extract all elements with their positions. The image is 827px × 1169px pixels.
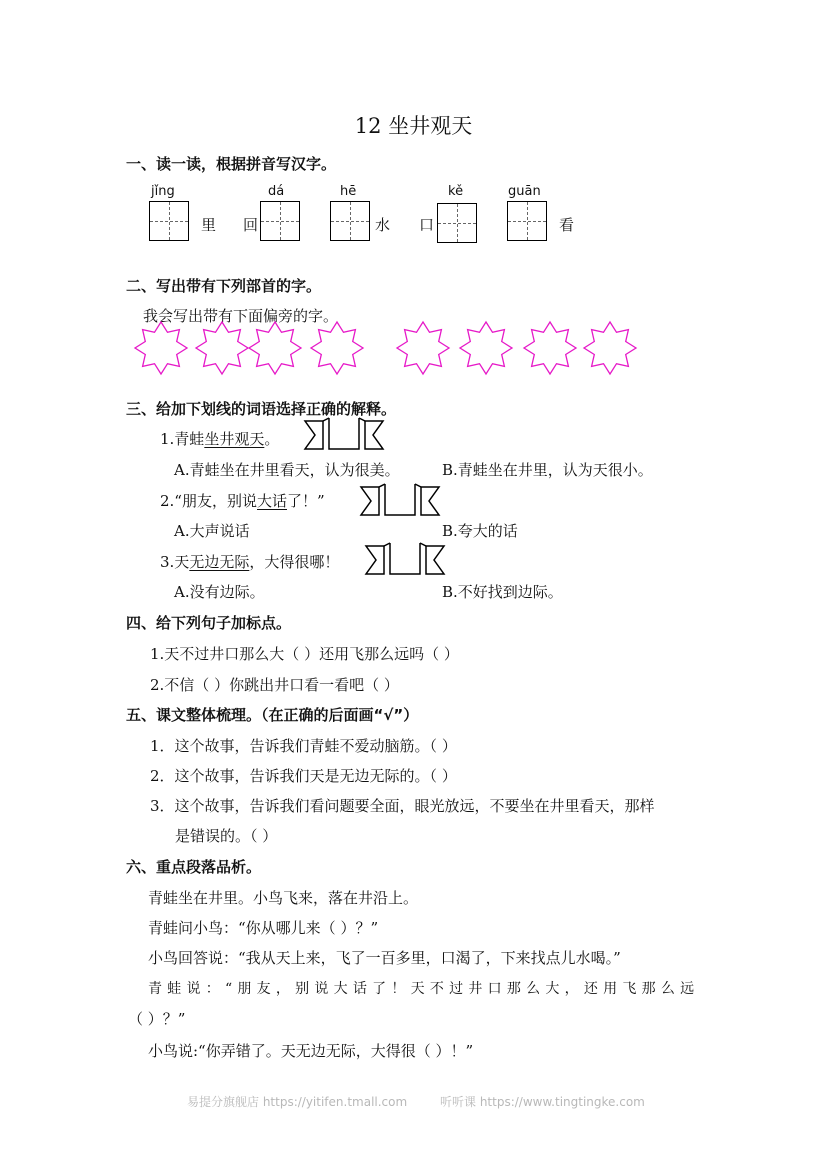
section5-item-1: 1．这个故事，告诉我们青蛙不爱动脑筋。（ ） [150, 737, 457, 755]
q3-prefix: 3.天 [160, 553, 190, 571]
char-after-5: 看 [559, 216, 575, 234]
section6-heading: 六、重点段落品析。 [126, 858, 262, 876]
q2-option-a: A.大声说话 [174, 522, 250, 540]
section4-sentence-1: 1.天不过井口那么大（ ）还用飞那么远吗（ ） [150, 645, 459, 663]
q1-option-a: A.青蛙坐在井里看天，认为很美。 [174, 461, 400, 479]
radical-star-5[interactable] [397, 322, 449, 374]
pinyin-3: hē [340, 184, 357, 199]
radical-star-3[interactable] [249, 322, 301, 374]
passage-line-2: 青蛙问小鸟：“你从哪儿来（ ）？” [148, 919, 379, 937]
answer-banner-2[interactable] [361, 484, 439, 518]
q2-option-b: B.夸大的话 [442, 522, 518, 540]
writing-box-4[interactable] [437, 203, 477, 243]
page-title: 12 坐井观天 [354, 114, 473, 138]
radical-stars [0, 322, 827, 382]
writing-box-2[interactable] [260, 201, 300, 241]
q1-underlined: 坐井观天 [204, 430, 265, 448]
section5-item-3b: 是错误的。（ ） [175, 827, 278, 845]
section1-heading: 一、读一读，根据拼音写汉字。 [126, 155, 337, 173]
radical-star-1[interactable] [135, 322, 187, 374]
pinyin-5: guān [508, 184, 541, 199]
q3-suffix: ，大得很哪！ [249, 553, 340, 571]
pinyin-2: dá [268, 184, 285, 199]
radical-star-7[interactable] [524, 322, 576, 374]
char-after-1: 里 [201, 216, 217, 234]
q3-stem [160, 551, 339, 572]
radical-star-2[interactable] [196, 322, 248, 374]
q3-option-a: A.没有边际。 [174, 583, 265, 601]
q3-underlined: 无边无际 [189, 553, 250, 571]
section4-sentence-2: 2.不信（ ）你跳出井口看一看吧（ ） [150, 676, 399, 694]
q2-stem [160, 490, 325, 511]
section5-item-3a: 3．这个故事，告诉我们看问题要全面，眼光放远，不要坐在井里看天，那样 [150, 797, 655, 815]
passage-line-3: 小鸟回答说：“我从天上来，飞了一百多里，口渴了，下来找点儿水喝。” [148, 949, 621, 967]
q2-underlined: 大话 [256, 492, 287, 510]
q2-prefix: 2.“朋友，别说 [160, 492, 257, 510]
passage-line-4b: （ ）？” [128, 1010, 186, 1028]
q1-option-b: B.青蛙坐在井里，认为天很小。 [442, 461, 653, 479]
q1-prefix: 1.青蛙 [160, 430, 205, 448]
q1-stem [160, 428, 279, 449]
pinyin-1: jǐng [151, 184, 175, 199]
footer-right: 听听课 https://www.tingtingke.com [440, 1095, 645, 1109]
writing-box-3[interactable] [330, 201, 370, 241]
radical-star-6[interactable] [460, 322, 512, 374]
writing-box-5[interactable] [507, 201, 547, 241]
char-before-4: 口 [419, 216, 435, 234]
q2-suffix: 了！” [287, 492, 325, 510]
char-before-2: 回 [243, 216, 259, 234]
answer-banner-3[interactable] [366, 543, 444, 577]
char-after-3: 水 [375, 216, 391, 234]
passage-line-4a: 青 蛙 说 ： “ 朋 友 ， 别 说 大 话 了 ！ 天 不 过 井 口 那 么 大 ， 还 用 飞 那 么 远 [148, 981, 695, 997]
q3-option-b: B.不好找到边际。 [442, 583, 563, 601]
section3-heading: 三、给加下划线的词语选择正确的解释。 [126, 400, 397, 418]
answer-banner-1[interactable] [305, 418, 383, 452]
section2-instruction: 我会写出带有下面偏旁的字。 [143, 307, 339, 325]
section5-heading: 五、课文整体梳理。（在正确的后面画“√”） [126, 706, 419, 724]
radical-star-8[interactable] [584, 322, 636, 374]
section4-heading: 四、给下列句子加标点。 [126, 614, 292, 632]
pinyin-4: kě [448, 184, 464, 199]
passage-line-5: 小鸟说:“你弄错了。天无边无际，大得很（ ）！” [148, 1042, 474, 1060]
q1-suffix: 。 [264, 430, 280, 448]
footer-left: 易提分旗舰店 https://yitifen.tmall.com [187, 1095, 408, 1109]
section5-item-2: 2．这个故事，告诉我们天是无边无际的。（ ） [150, 767, 457, 785]
section2-heading: 二、写出带有下列部首的字。 [126, 277, 322, 295]
radical-star-4[interactable] [311, 322, 363, 374]
writing-box-1[interactable] [149, 201, 189, 241]
passage-line-1: 青蛙坐在井里。小鸟飞来，落在井沿上。 [148, 889, 419, 907]
